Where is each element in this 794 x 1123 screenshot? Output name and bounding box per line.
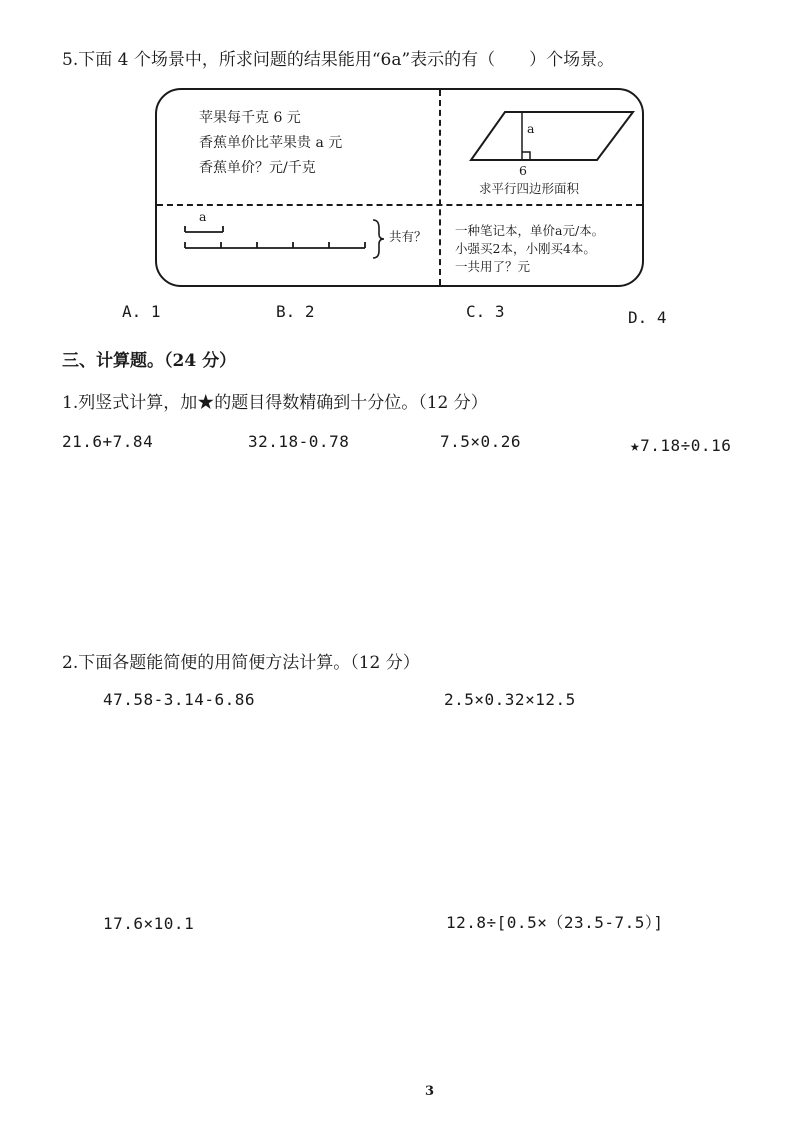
calc-q1-title: 1.列竖式计算，加★的题目得数精确到十分位。（12 分） [62,393,488,413]
calc-q2-expr-1: 47.58-3.14-6.86 [103,690,255,709]
segment-diagram [179,218,389,260]
page-number: 3 [425,1084,435,1099]
parallelogram-figure [467,108,637,168]
option-c: C. 3 [466,302,505,321]
option-d: D. 4 [628,308,667,327]
calc-q2-title: 2.下面各题能简便的用简便方法计算。（12 分） [62,653,420,673]
scenario4-line1: 一种笔记本，单价a元/本。 [455,223,605,238]
calc-q1-expr-3: 7.5×0.26 [440,432,522,451]
calc-q1-expr-4: ★7.18÷0.16 [630,436,732,455]
calc-q2-expr-3: 17.6×10.1 [103,914,195,933]
calc-q1-expr-2: 32.18-0.78 [248,432,350,451]
scenario4-text [455,222,604,276]
option-b: B. 2 [276,302,315,321]
calc-q1-expr-1: 21.6+7.84 [62,432,154,451]
scenario1-line2: 香蕉单价比苹果贵 a 元 [199,135,343,151]
calc-q2-expr-4: 12.8÷[0.5×（23.5-7.5）] [446,913,664,932]
scenario4-line2: 小强买2本，小刚买4本。 [455,241,596,256]
scenario1-line3: 香蕉单价？元/千克 [199,160,316,176]
scenario1-text [199,106,342,181]
scenario4-line3: 一共用了？元 [455,259,531,274]
scenario1-line1: 苹果每千克 6 元 [199,110,301,126]
parallelogram-height-label: a [527,121,535,136]
section-3-title: 三、计算题。（24 分） [62,351,237,371]
brace-label: 共有？ [389,229,427,244]
option-a: A. 1 [122,302,161,321]
calc-q2-expr-2: 2.5×0.32×12.5 [444,690,576,709]
segment-label: a [199,209,207,224]
question-5-title: 5.下面 4 个场景中，所求问题的结果能用“6a”表示的有（ ）个场景。 [62,50,615,70]
parallelogram-base-label: 6 [519,163,527,178]
horizontal-divider [157,204,642,206]
vertical-divider [439,90,441,285]
scenario-box [155,88,644,287]
scenario2-caption: 求平行四边形面积 [479,181,580,196]
